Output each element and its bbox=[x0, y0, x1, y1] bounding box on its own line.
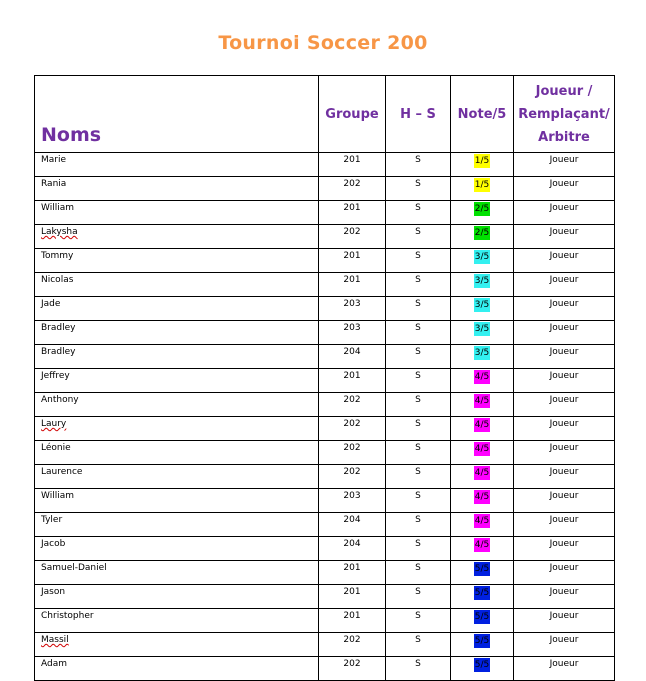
note-highlight: 4/5 bbox=[474, 492, 490, 502]
cell-role-text: Joueur bbox=[549, 611, 579, 621]
note-highlight: 5/5 bbox=[474, 612, 490, 622]
table-row bbox=[35, 585, 615, 609]
cell-hs-text: S bbox=[415, 251, 421, 261]
table-row bbox=[35, 249, 615, 273]
cell-role-text: Joueur bbox=[549, 371, 579, 381]
cell-role-text: Joueur bbox=[549, 347, 579, 357]
note-highlight: 3/5 bbox=[474, 324, 490, 334]
cell-role bbox=[514, 273, 615, 297]
cell-hs bbox=[386, 561, 451, 585]
table-row bbox=[35, 465, 615, 489]
cell-role-text: Joueur bbox=[549, 155, 579, 165]
note-highlight: 2/5 bbox=[474, 228, 490, 238]
table-row bbox=[35, 561, 615, 585]
cell-groupe bbox=[319, 585, 386, 609]
cell-nom bbox=[35, 561, 319, 585]
roster-table bbox=[34, 75, 615, 681]
cell-hs-text: S bbox=[415, 347, 421, 357]
cell-nom-text: Jeffrey bbox=[41, 371, 70, 381]
cell-nom-text: Bradley bbox=[41, 347, 76, 357]
header-role-line3: Arbitre bbox=[538, 129, 590, 145]
cell-hs bbox=[386, 609, 451, 633]
note-highlight: 3/5 bbox=[474, 252, 490, 262]
cell-nom-text: Marie bbox=[41, 155, 67, 165]
cell-groupe-text: 204 bbox=[343, 347, 361, 357]
cell-hs-text: S bbox=[415, 635, 421, 645]
note-highlight: 2/5 bbox=[474, 204, 490, 214]
cell-hs-text: S bbox=[415, 179, 421, 189]
cell-role-text: Joueur bbox=[549, 491, 579, 501]
cell-hs-text: S bbox=[415, 491, 421, 501]
cell-role bbox=[514, 369, 615, 393]
cell-nom bbox=[35, 585, 319, 609]
cell-nom-text: Lakysha bbox=[41, 227, 78, 237]
cell-hs bbox=[386, 201, 451, 225]
cell-role bbox=[514, 297, 615, 321]
table-row bbox=[35, 297, 615, 321]
cell-hs-text: S bbox=[415, 419, 421, 429]
cell-note bbox=[451, 585, 514, 609]
cell-groupe-text: 202 bbox=[343, 635, 361, 645]
cell-nom-text: Samuel-Daniel bbox=[41, 563, 107, 573]
cell-role-text: Joueur bbox=[549, 635, 579, 645]
cell-hs bbox=[386, 537, 451, 561]
header-note: Note/5 bbox=[451, 76, 514, 153]
cell-groupe-text: 202 bbox=[343, 179, 361, 189]
roster-body bbox=[35, 153, 615, 681]
cell-nom-text: Bradley bbox=[41, 323, 76, 333]
note-highlight: 4/5 bbox=[474, 540, 490, 550]
cell-groupe bbox=[319, 561, 386, 585]
cell-groupe bbox=[319, 249, 386, 273]
cell-nom bbox=[35, 249, 319, 273]
cell-nom bbox=[35, 465, 319, 489]
note-highlight: 5/5 bbox=[474, 660, 490, 670]
cell-role bbox=[514, 585, 615, 609]
cell-nom bbox=[35, 417, 319, 441]
table-row bbox=[35, 441, 615, 465]
cell-role-text: Joueur bbox=[549, 179, 579, 189]
cell-note bbox=[451, 393, 514, 417]
cell-hs bbox=[386, 321, 451, 345]
cell-note bbox=[451, 633, 514, 657]
note-highlight: 3/5 bbox=[474, 348, 490, 358]
cell-groupe bbox=[319, 633, 386, 657]
cell-groupe-text: 201 bbox=[343, 371, 361, 381]
header-role-line1: Joueur / bbox=[535, 83, 593, 99]
note-highlight: 1/5 bbox=[474, 180, 490, 190]
table-row bbox=[35, 273, 615, 297]
cell-hs-text: S bbox=[415, 203, 421, 213]
cell-nom-text: Tyler bbox=[41, 515, 63, 525]
cell-role bbox=[514, 393, 615, 417]
cell-groupe bbox=[319, 273, 386, 297]
cell-note bbox=[451, 417, 514, 441]
cell-nom bbox=[35, 369, 319, 393]
cell-hs-text: S bbox=[415, 515, 421, 525]
header-noms: Noms bbox=[35, 76, 319, 153]
cell-nom bbox=[35, 441, 319, 465]
cell-groupe bbox=[319, 297, 386, 321]
cell-hs bbox=[386, 369, 451, 393]
cell-role bbox=[514, 201, 615, 225]
cell-groupe-text: 203 bbox=[343, 323, 361, 333]
cell-hs bbox=[386, 249, 451, 273]
cell-note bbox=[451, 249, 514, 273]
header-groupe: Groupe bbox=[319, 76, 386, 153]
header-role bbox=[514, 76, 615, 153]
table-row bbox=[35, 633, 615, 657]
note-highlight: 1/5 bbox=[474, 156, 490, 166]
cell-hs-text: S bbox=[415, 539, 421, 549]
cell-hs bbox=[386, 225, 451, 249]
cell-hs-text: S bbox=[415, 443, 421, 453]
note-highlight: 4/5 bbox=[474, 516, 490, 526]
cell-note bbox=[451, 321, 514, 345]
cell-note bbox=[451, 657, 514, 681]
cell-nom bbox=[35, 153, 319, 177]
cell-role bbox=[514, 417, 615, 441]
table-row bbox=[35, 153, 615, 177]
cell-hs bbox=[386, 417, 451, 441]
cell-groupe bbox=[319, 369, 386, 393]
cell-role bbox=[514, 633, 615, 657]
cell-nom-text: Jacob bbox=[41, 539, 66, 549]
cell-role-text: Joueur bbox=[549, 419, 579, 429]
cell-groupe-text: 201 bbox=[343, 155, 361, 165]
cell-nom-text: William bbox=[41, 203, 74, 213]
cell-role-text: Joueur bbox=[549, 539, 579, 549]
table-row bbox=[35, 657, 615, 681]
table-row bbox=[35, 489, 615, 513]
cell-hs-text: S bbox=[415, 611, 421, 621]
cell-groupe bbox=[319, 153, 386, 177]
note-highlight: 4/5 bbox=[474, 420, 490, 430]
cell-nom bbox=[35, 393, 319, 417]
cell-hs-text: S bbox=[415, 155, 421, 165]
header-role-line2: Remplaçant/ bbox=[518, 106, 610, 122]
cell-hs-text: S bbox=[415, 275, 421, 285]
table-row bbox=[35, 609, 615, 633]
note-highlight: 4/5 bbox=[474, 372, 490, 382]
cell-hs bbox=[386, 489, 451, 513]
cell-note bbox=[451, 345, 514, 369]
cell-hs bbox=[386, 585, 451, 609]
cell-hs bbox=[386, 657, 451, 681]
cell-groupe bbox=[319, 345, 386, 369]
cell-note bbox=[451, 225, 514, 249]
cell-nom-text: Massil bbox=[41, 635, 69, 645]
cell-hs-text: S bbox=[415, 659, 421, 669]
cell-role-text: Joueur bbox=[549, 443, 579, 453]
cell-nom-text: Nicolas bbox=[41, 275, 74, 285]
cell-nom-text: William bbox=[41, 491, 74, 501]
cell-role-text: Joueur bbox=[549, 275, 579, 285]
cell-groupe bbox=[319, 657, 386, 681]
note-highlight: 5/5 bbox=[474, 564, 490, 574]
header-hs: H – S bbox=[386, 76, 451, 153]
note-highlight: 4/5 bbox=[474, 396, 490, 406]
cell-role-text: Joueur bbox=[549, 659, 579, 669]
table-row bbox=[35, 513, 615, 537]
cell-note bbox=[451, 537, 514, 561]
cell-groupe-text: 203 bbox=[343, 491, 361, 501]
cell-role-text: Joueur bbox=[549, 515, 579, 525]
note-highlight: 3/5 bbox=[474, 300, 490, 310]
cell-note bbox=[451, 177, 514, 201]
table-row bbox=[35, 417, 615, 441]
cell-groupe-text: 202 bbox=[343, 443, 361, 453]
cell-hs bbox=[386, 633, 451, 657]
cell-groupe bbox=[319, 441, 386, 465]
cell-role bbox=[514, 225, 615, 249]
cell-hs-text: S bbox=[415, 395, 421, 405]
table-row bbox=[35, 345, 615, 369]
cell-hs-text: S bbox=[415, 587, 421, 597]
cell-groupe-text: 201 bbox=[343, 275, 361, 285]
cell-groupe bbox=[319, 177, 386, 201]
cell-groupe bbox=[319, 321, 386, 345]
cell-note bbox=[451, 609, 514, 633]
note-highlight: 4/5 bbox=[474, 468, 490, 478]
note-highlight: 5/5 bbox=[474, 636, 490, 646]
cell-note bbox=[451, 297, 514, 321]
cell-role bbox=[514, 537, 615, 561]
cell-hs bbox=[386, 513, 451, 537]
cell-nom bbox=[35, 633, 319, 657]
cell-groupe bbox=[319, 225, 386, 249]
table-row bbox=[35, 393, 615, 417]
cell-hs bbox=[386, 441, 451, 465]
cell-groupe-text: 204 bbox=[343, 539, 361, 549]
table-row bbox=[35, 225, 615, 249]
cell-nom bbox=[35, 297, 319, 321]
cell-role bbox=[514, 177, 615, 201]
table-row bbox=[35, 321, 615, 345]
table-row bbox=[35, 201, 615, 225]
cell-role-text: Joueur bbox=[549, 467, 579, 477]
cell-nom bbox=[35, 657, 319, 681]
cell-groupe-text: 202 bbox=[343, 419, 361, 429]
cell-note bbox=[451, 441, 514, 465]
cell-role-text: Joueur bbox=[549, 299, 579, 309]
cell-role bbox=[514, 249, 615, 273]
cell-note bbox=[451, 153, 514, 177]
cell-note bbox=[451, 489, 514, 513]
cell-note bbox=[451, 561, 514, 585]
cell-role-text: Joueur bbox=[549, 203, 579, 213]
cell-nom bbox=[35, 513, 319, 537]
cell-note bbox=[451, 513, 514, 537]
cell-hs bbox=[386, 465, 451, 489]
cell-groupe-text: 204 bbox=[343, 515, 361, 525]
cell-note bbox=[451, 369, 514, 393]
cell-groupe-text: 201 bbox=[343, 611, 361, 621]
cell-nom bbox=[35, 201, 319, 225]
cell-groupe-text: 202 bbox=[343, 659, 361, 669]
cell-nom-text: Anthony bbox=[41, 395, 79, 405]
note-highlight: 4/5 bbox=[474, 444, 490, 454]
cell-nom-text: Christopher bbox=[41, 611, 94, 621]
cell-role bbox=[514, 489, 615, 513]
cell-role bbox=[514, 561, 615, 585]
cell-groupe-text: 202 bbox=[343, 395, 361, 405]
header-row bbox=[35, 76, 615, 153]
cell-groupe-text: 201 bbox=[343, 251, 361, 261]
cell-groupe-text: 202 bbox=[343, 227, 361, 237]
cell-groupe bbox=[319, 489, 386, 513]
cell-groupe bbox=[319, 465, 386, 489]
cell-hs bbox=[386, 393, 451, 417]
table-row bbox=[35, 369, 615, 393]
cell-role bbox=[514, 345, 615, 369]
cell-nom-text: Léonie bbox=[41, 443, 71, 453]
cell-nom-text: Laury bbox=[41, 419, 67, 429]
cell-nom bbox=[35, 225, 319, 249]
cell-role bbox=[514, 441, 615, 465]
cell-nom bbox=[35, 345, 319, 369]
cell-hs bbox=[386, 345, 451, 369]
cell-role-text: Joueur bbox=[549, 587, 579, 597]
cell-hs-text: S bbox=[415, 467, 421, 477]
cell-role bbox=[514, 513, 615, 537]
cell-hs bbox=[386, 153, 451, 177]
note-highlight: 3/5 bbox=[474, 276, 490, 286]
cell-groupe bbox=[319, 201, 386, 225]
cell-hs bbox=[386, 177, 451, 201]
cell-nom bbox=[35, 537, 319, 561]
cell-role bbox=[514, 609, 615, 633]
cell-role bbox=[514, 657, 615, 681]
cell-hs bbox=[386, 297, 451, 321]
cell-nom-text: Jade bbox=[41, 299, 61, 309]
cell-note bbox=[451, 273, 514, 297]
cell-nom-text: Rania bbox=[41, 179, 67, 189]
note-highlight: 5/5 bbox=[474, 588, 490, 598]
cell-groupe bbox=[319, 513, 386, 537]
cell-nom bbox=[35, 609, 319, 633]
cell-hs-text: S bbox=[415, 323, 421, 333]
cell-hs-text: S bbox=[415, 563, 421, 573]
cell-groupe-text: 201 bbox=[343, 203, 361, 213]
cell-groupe bbox=[319, 609, 386, 633]
cell-role-text: Joueur bbox=[549, 323, 579, 333]
cell-role bbox=[514, 465, 615, 489]
cell-groupe-text: 203 bbox=[343, 299, 361, 309]
cell-role-text: Joueur bbox=[549, 395, 579, 405]
cell-nom bbox=[35, 321, 319, 345]
cell-nom-text: Jason bbox=[41, 587, 66, 597]
cell-note bbox=[451, 465, 514, 489]
cell-groupe bbox=[319, 537, 386, 561]
cell-hs bbox=[386, 273, 451, 297]
cell-groupe bbox=[319, 393, 386, 417]
table-row bbox=[35, 537, 615, 561]
cell-role-text: Joueur bbox=[549, 251, 579, 261]
cell-role-text: Joueur bbox=[549, 563, 579, 573]
page-title: Tournoi Soccer 200 bbox=[218, 32, 428, 54]
cell-hs-text: S bbox=[415, 371, 421, 381]
table-row bbox=[35, 177, 615, 201]
cell-role-text: Joueur bbox=[549, 227, 579, 237]
cell-role bbox=[514, 321, 615, 345]
cell-note bbox=[451, 201, 514, 225]
cell-hs-text: S bbox=[415, 227, 421, 237]
cell-hs-text: S bbox=[415, 299, 421, 309]
cell-nom-text: Laurence bbox=[41, 467, 83, 477]
cell-role bbox=[514, 153, 615, 177]
cell-nom-text: Tommy bbox=[41, 251, 74, 261]
cell-groupe-text: 202 bbox=[343, 467, 361, 477]
cell-nom bbox=[35, 273, 319, 297]
cell-groupe-text: 201 bbox=[343, 587, 361, 597]
cell-nom-text: Adam bbox=[41, 659, 67, 669]
cell-nom bbox=[35, 489, 319, 513]
cell-groupe-text: 201 bbox=[343, 563, 361, 573]
cell-nom bbox=[35, 177, 319, 201]
cell-groupe bbox=[319, 417, 386, 441]
